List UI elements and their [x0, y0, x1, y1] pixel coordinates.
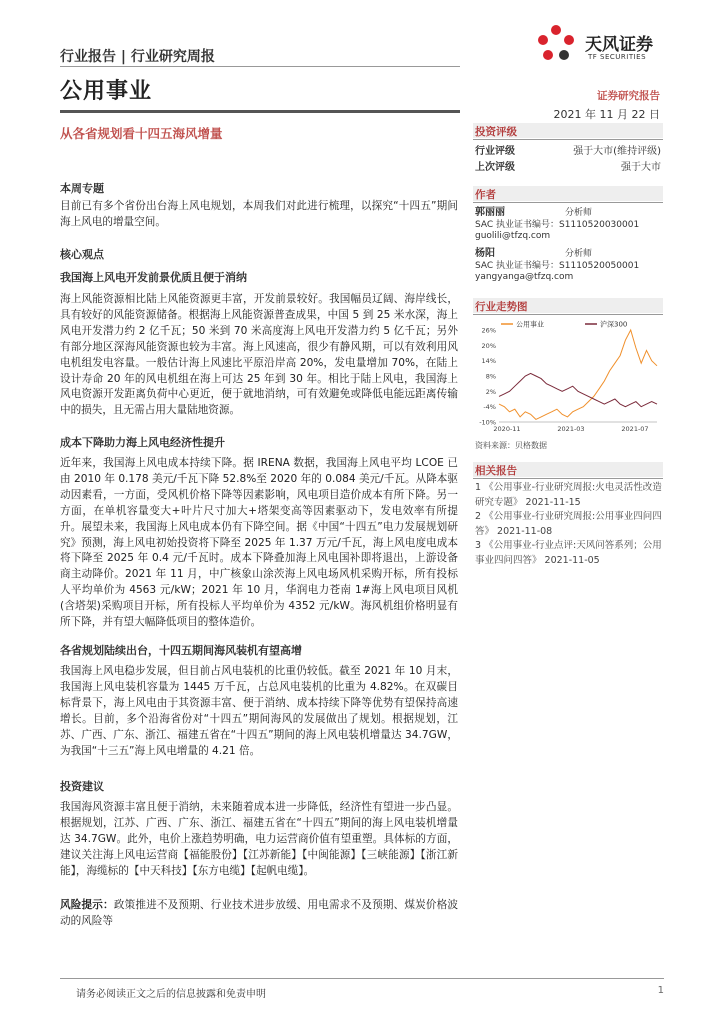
y-tick-label: 20%: [481, 341, 496, 350]
logo-text: 天风证券: [585, 35, 653, 55]
related-item[interactable]: 2 《公用事业-行业研究周报:公用事业四问四答》 2021-11-08: [475, 511, 662, 537]
section-text: 海上风能资源相比陆上风能资源更丰富，开发前景较好。我国幅员辽阔、海岸线长，具有较好的风能资源储备。根据海上风能资源普查成果，中国 5 到 25 米水深，海上风电开发潜力约 2 亿千瓦；50 米到 70 米高度海上风电开发潜力约 5 亿千瓦；另外有部分地区深海风能资源也较为丰富。海上风速高，很少有静风期，可以有效利用风电机组发电容量。一般估计海上风速比平原沿岸高 20%，发电量增加 70%，在陆上设计寿命 20 年的风电机组在海上可达 25 年到 30 年。相比于陆上风电，我国海上风电资源开发距离负荷中心更近，便于就地消纳，可有效避免或降低电能远距离传输中的损失，且无需占用大量陆地资源。: [60, 293, 458, 417]
rating-row: [475, 142, 661, 157]
rating-label: 上次评级: [475, 162, 515, 173]
legend-label: 公用事业: [516, 320, 544, 329]
rating-label: 行业评级: [475, 146, 515, 157]
chart-source: 资料来源：贝格数据: [475, 441, 547, 450]
section-heading: 我国海上风电开发前景优质且便于消纳: [60, 271, 247, 284]
report-type: 行业报告 | 行业研究周报: [60, 49, 215, 65]
analyst-cert: SAC 执业证书编号：S1110520030001: [475, 219, 640, 230]
trend-chart-svg: [473, 316, 663, 436]
report-subtitle: 从各省规划看十四五海风增量: [60, 126, 223, 141]
logo-icon: [533, 22, 579, 68]
analyst-name: 杨阳: [475, 248, 495, 259]
y-tick-label: 26%: [481, 326, 496, 335]
analyst-title: 分析师: [565, 208, 593, 218]
related-item[interactable]: 3 《公用事业-行业点评:天风问答系列；公用事业四问四答》 2021-11-05: [475, 540, 662, 566]
author-rule: [473, 202, 663, 203]
y-tick-label: -10%: [479, 418, 496, 427]
analyst-cert: SAC 执业证书编号：S1110520050001: [475, 260, 640, 271]
analyst-email[interactable]: yangyanga@tfzq.com: [475, 272, 574, 282]
series-line-utilities: [499, 330, 657, 419]
series-line-hs300: [499, 373, 657, 406]
topic-heading: 本周专题: [60, 182, 104, 195]
footer-rule: [60, 978, 664, 979]
invest-text: 我国海风资源丰富且便于消纳，未来随着成本进一步降低，经济性有望进一步凸显。根据规划，江苏、广西、广东、浙江、福建五省在“十四五”期间的海上风电装机增量达 34.7GW。此外，电价上涨趋势明确，电力运营商价值有望重塑。具体标的方面，建议关注海上风电运营商【福能股份】【江苏新能】【中闽能源】【三峡能源】【浙江新能】，海缆标的【中天科技】【东方电缆】【起帆电缆】。: [60, 801, 458, 877]
trend-heading: 行业走势图: [475, 301, 528, 313]
rating-row: [475, 158, 661, 173]
y-tick-label: -4%: [483, 403, 496, 412]
rating-value: 强于大市: [621, 162, 661, 173]
trend-chart: [473, 316, 663, 436]
analyst-title: 分析师: [565, 249, 593, 259]
x-tick-label: 2021-07: [621, 425, 649, 433]
section-heading: 各省规划陆续出台，十四五期间海风装机有望高增: [60, 644, 302, 657]
risk-label: 风险提示：: [60, 899, 114, 911]
rating-rule: [473, 139, 663, 140]
analyst-card: [475, 207, 661, 243]
author-header-bg: [473, 186, 663, 201]
sector-title: 公用事业: [60, 79, 153, 104]
section-heading: 成本下降助力海上风电经济性提升: [60, 436, 225, 449]
trend-rule: [473, 314, 663, 315]
rating-value: 强于大市(维持评级): [573, 146, 661, 157]
footer-disclaimer: 请务必阅读正文之后的信息披露和免责申明: [76, 989, 266, 1000]
legend-label: 沪深300: [600, 320, 628, 329]
author-heading: 作者: [475, 189, 496, 201]
report-date: 2021 年 11 月 22 日: [553, 108, 660, 121]
x-tick-label: 2021-03: [557, 425, 585, 433]
header-divider: [60, 66, 460, 67]
analyst-card: [475, 248, 661, 284]
page-number: 1: [657, 985, 664, 996]
title-rule: [60, 110, 460, 113]
section-text: 近年来，我国海上风电成本持续下降。据 IRENA 数据，我国海上风电平均 LCOE 已由 2010 年 0.178 美元/千瓦下降 52.8%至 2020 年的 0.084 美元/千瓦。从降本驱动因素看，一方面，受风机价格下降等因素影响，风电项目造价成本有所下降。另一方面，在单机容量变大+叶片尺寸加大+塔架变高等因素驱动下，发电效率有所提升。展望未来，我国海上风电成本仍有下降空间。据《中国“十四五”电力发展规划研究》预测，海上风电初始投资将下降至 2025 年 1.37 万元/千瓦，海上风电度电成本将下降至 2025 年 0.4 元/千瓦时。成本下降叠加海上风电国补即将退出，上游设备商主动降价。2021 年 11 月，中广核象山涂茨海上风电场风机采购开标，所有投标人平均单价为 4563 元/kW；2021 年 10 月，华润电力苍南 1#海上风电项目风机(含塔架)采购项目开标，所有投标人平均单价为 4352 元/kW。海风机组价格明显有所下降，并有望大幅降低项目的整体造价。: [60, 457, 458, 629]
related-rule: [473, 478, 663, 479]
y-tick-label: 8%: [485, 372, 496, 381]
doc-type: 证券研究报告: [597, 90, 660, 102]
related-list: [475, 481, 665, 568]
analyst-name: 郭丽丽: [475, 207, 505, 218]
section-text: 我国海上风电稳步发展，但目前占风电装机的比重仍较低。截至 2021 年 10 月末，我国海上风电装机容量为 1445 万千瓦，占总风电装机的比重为 4.82%。在双碳目标背景下，海上风电由于其资源丰富、便于消纳、成本持续下降等优势有望保持高速增长。目前，多个沿海省份对“十四五”期间海风的发展做出了规划。根据规划，江苏、广西、广东、浙江、福建五省在“十四五”期间的海上风电装机增量达 34.7GW，为我国“十三五”海上风电增量的 4.21 倍。: [60, 665, 458, 757]
y-tick-label: 14%: [481, 357, 496, 366]
core-heading: 核心观点: [60, 248, 104, 261]
analyst-email[interactable]: guolili@tfzq.com: [475, 231, 551, 241]
risk-block: [60, 898, 458, 930]
rating-heading: 投资评级: [475, 126, 517, 138]
related-heading: 相关报告: [475, 465, 517, 477]
topic-text: 目前已有多个省份出台海上风电规划，本周我们对此进行梳理，以探究“十四五”期间海上风电的增量空间。: [60, 200, 458, 228]
risk-text: 政策推进不及预期、行业技术进步放缓、用电需求不及预期、煤炭价格波动的风险等: [60, 899, 459, 927]
logo-subtext: TF SECURITIES: [588, 53, 647, 61]
invest-heading: 投资建议: [60, 780, 104, 793]
related-item[interactable]: 1 《公用事业-行业研究周报:火电灵活性改造研究专题》 2021-11-15: [475, 482, 662, 508]
x-tick-label: 2020-11: [493, 425, 521, 433]
y-tick-label: 2%: [485, 387, 496, 396]
